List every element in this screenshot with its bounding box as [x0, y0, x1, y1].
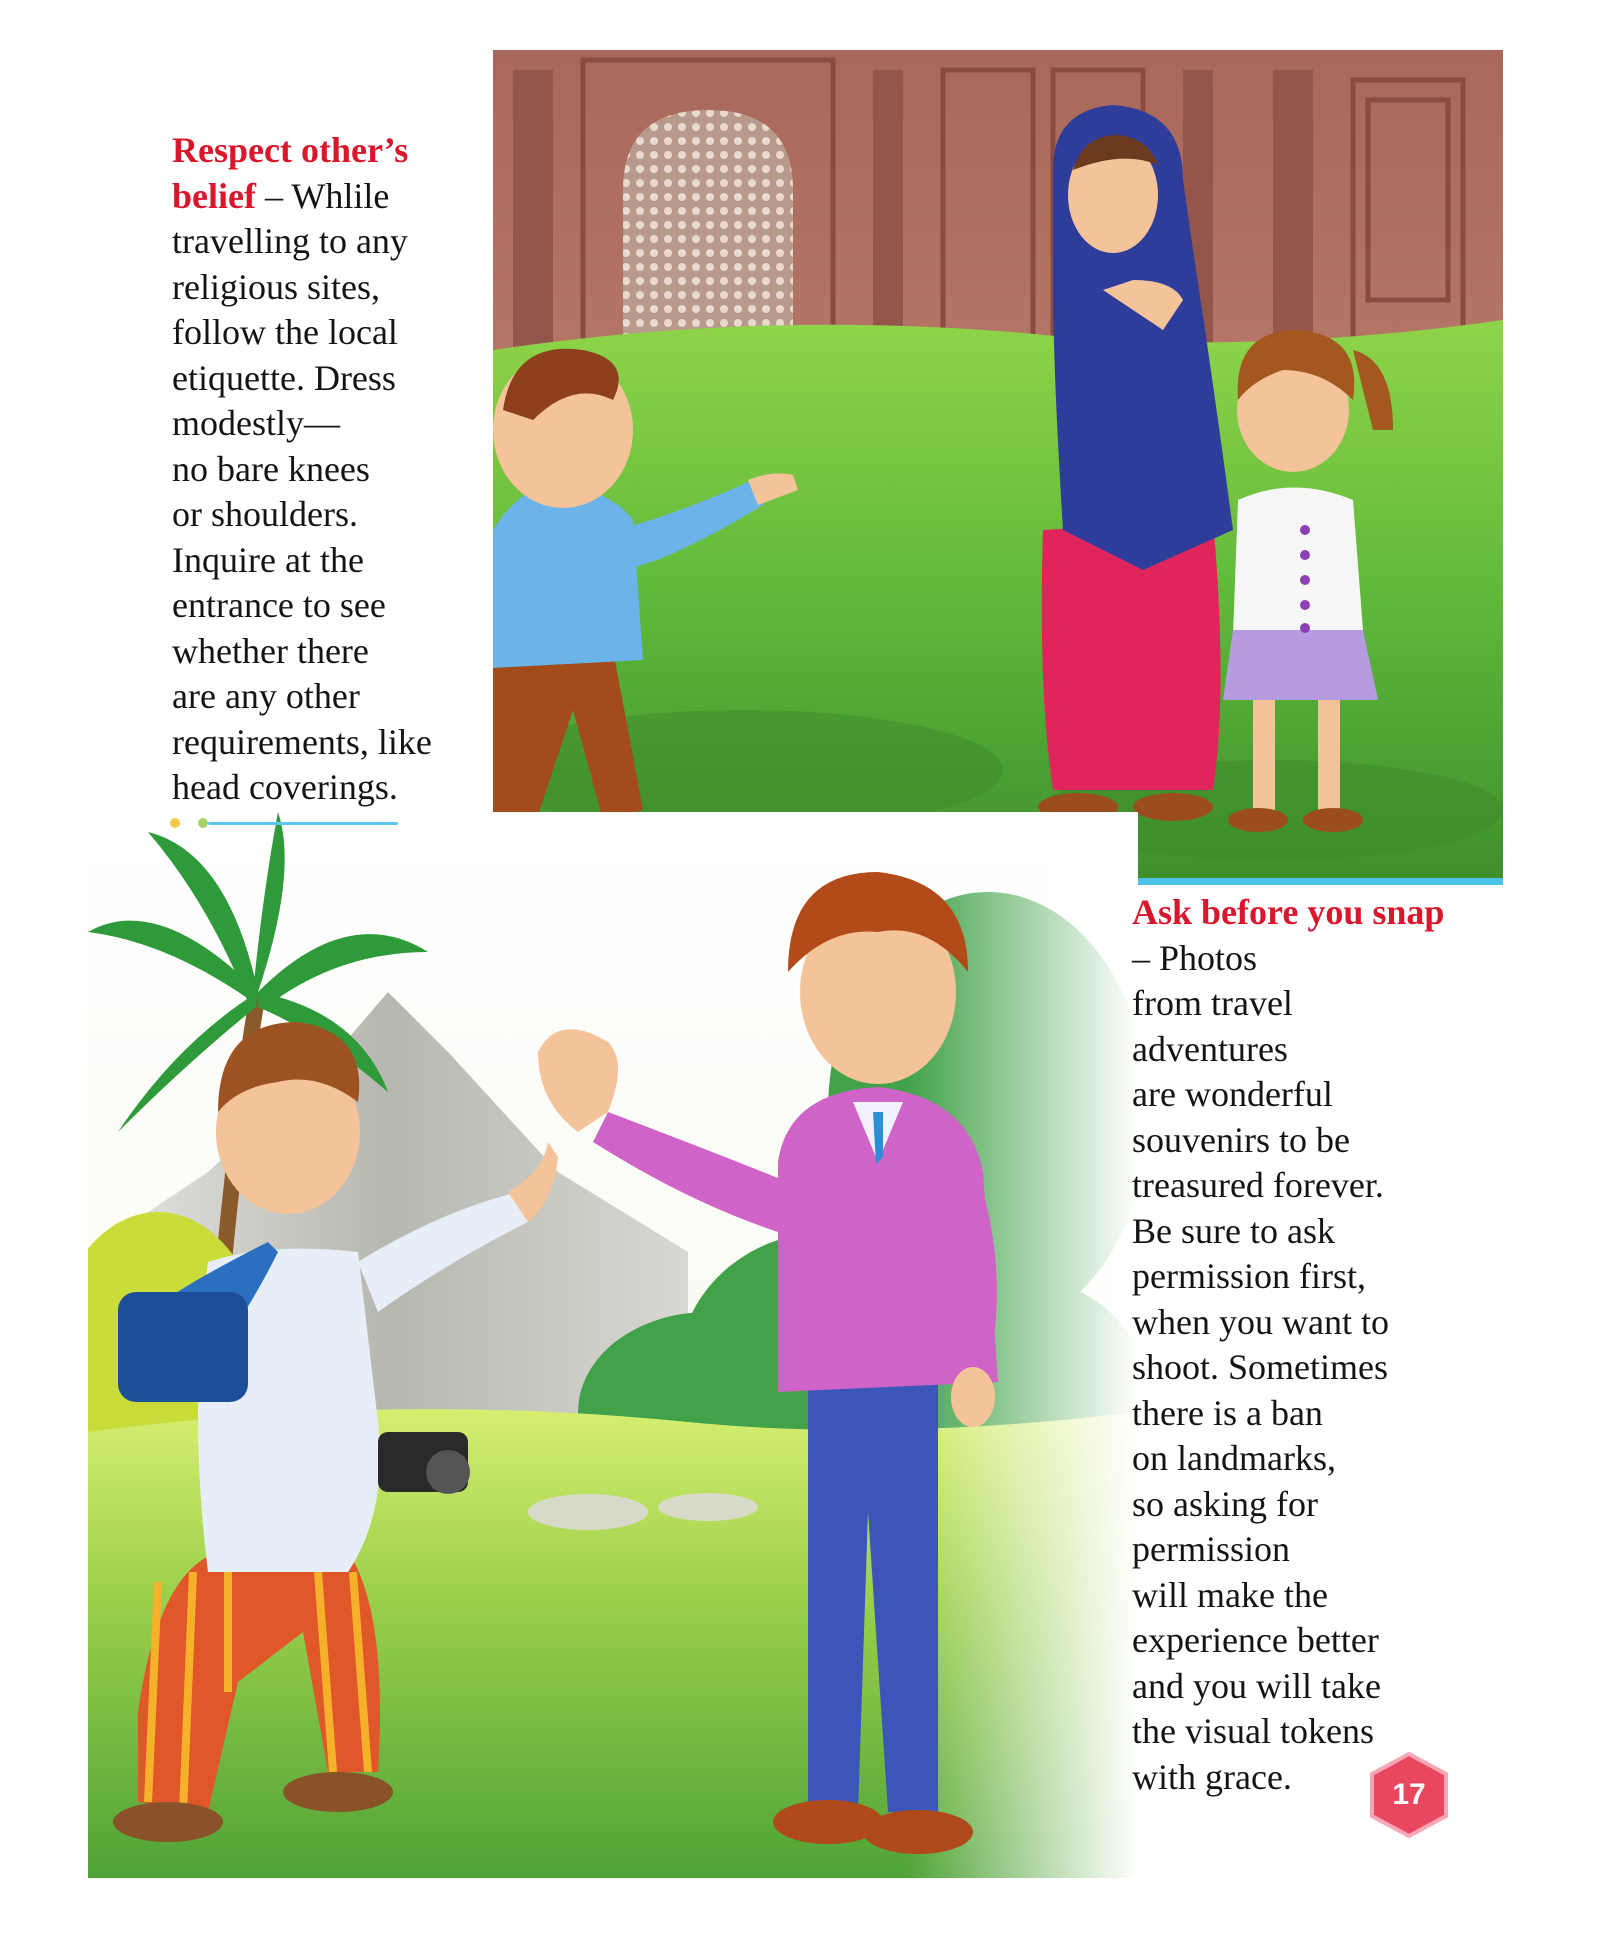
tip-text-line: Be sure to ask — [1132, 1210, 1335, 1251]
tip-text-line: – Photos — [1132, 937, 1258, 978]
tip-text-line: travelling to any — [172, 221, 408, 261]
photo-permission-illustration — [88, 812, 1138, 1878]
tip-text-line: adventures — [1132, 1028, 1288, 1069]
tip-text-line: modestly— — [172, 403, 340, 443]
tip-text-line: Inquire at the — [172, 539, 364, 580]
tip-text-line: on landmarks, — [1132, 1438, 1336, 1478]
tip-text-line: religious sites, — [172, 266, 380, 307]
page-number: 17 — [1392, 1778, 1426, 1811]
tip-ask-before-photo — [1132, 890, 1462, 1800]
tip-text-line: follow the local — [172, 312, 398, 352]
tip-text-line: no bare knees — [172, 448, 370, 489]
tip-text-line: entrance to see — [172, 585, 386, 625]
divider-line — [208, 822, 398, 825]
tip-text-line: with grace. — [1132, 1756, 1292, 1797]
tip-text-line: so asking for — [1132, 1483, 1318, 1524]
tip-text-line: are any other — [172, 676, 360, 716]
page-number-badge — [1366, 1752, 1452, 1838]
tip-text-line: treasured forever. — [1132, 1165, 1384, 1205]
tip-text-line: will make the — [1132, 1574, 1328, 1615]
divider-dot — [170, 818, 180, 828]
tip-text-line: whether there — [172, 630, 369, 671]
tip-text-line: when you want to — [1132, 1301, 1389, 1342]
tip-text-line: permission first, — [1132, 1256, 1366, 1296]
tip-text-line: requirements, like — [172, 721, 432, 762]
monument-visit-illustration — [493, 50, 1503, 880]
tip-text-line: experience better — [1132, 1620, 1379, 1660]
tip-text-line: there is a ban — [1132, 1392, 1323, 1433]
tip-text-line: etiquette. Dress — [172, 357, 396, 398]
tip-text-line: souvenirs to be — [1132, 1119, 1350, 1160]
tip-text-line: – Whlile — [264, 175, 390, 216]
tip-respect-beliefs — [172, 128, 492, 811]
tip-heading: Ask before you snap — [1132, 892, 1445, 932]
tip-text-line: are wonderful — [1132, 1074, 1333, 1114]
tip-text-line: permission — [1132, 1529, 1290, 1569]
tip-text-line: and you will take — [1132, 1665, 1381, 1706]
tip-heading: Respect other’s belief — [172, 130, 409, 216]
divider-dot — [198, 818, 208, 828]
decorative-divider — [170, 816, 400, 828]
tip-text-line: or shoulders. — [172, 494, 358, 534]
tip-text-line: from travel — [1132, 983, 1293, 1023]
tip-text-line: shoot. Sometimes — [1132, 1347, 1389, 1387]
tip-text-line: the visual tokens — [1132, 1711, 1374, 1751]
tip-text-line: head coverings. — [172, 767, 398, 807]
